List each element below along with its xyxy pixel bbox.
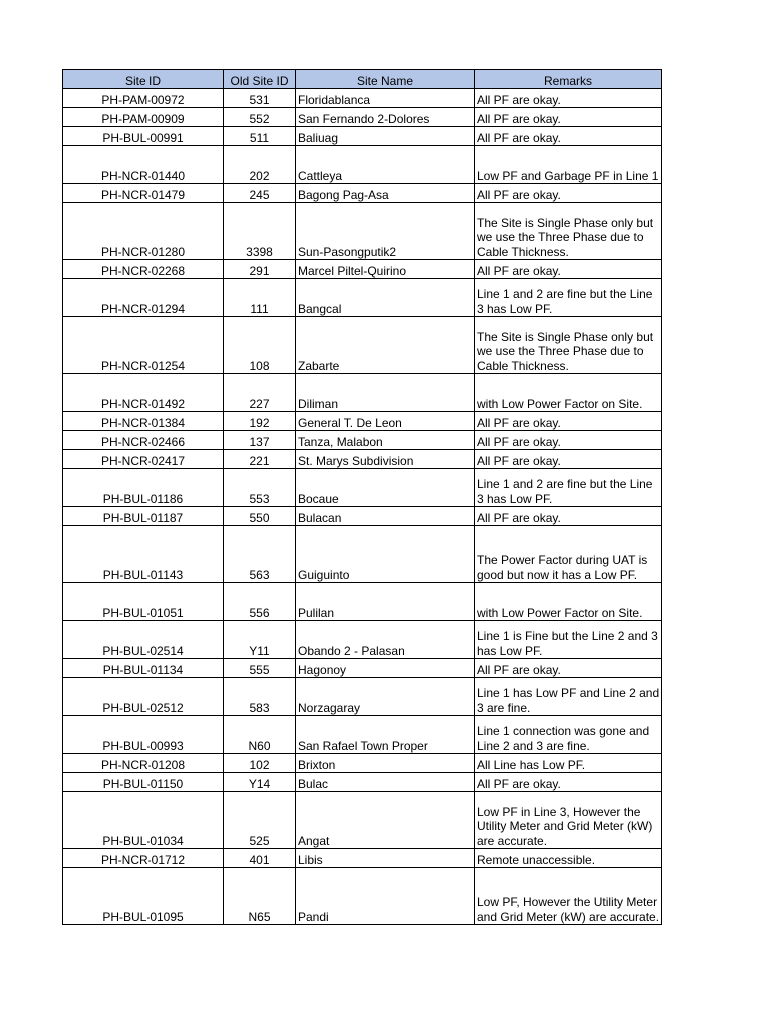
cell-old-site-id: 552: [224, 108, 296, 127]
cell-site-name: Brixton: [296, 754, 475, 773]
cell-remarks: All PF are okay.: [475, 412, 662, 431]
cell-site-name: Norzagaray: [296, 678, 475, 716]
table-row: [63, 412, 662, 431]
table-row: [63, 203, 662, 260]
cell-site-name: Zabarte: [296, 317, 475, 374]
cell-site-id: PH-NCR-02268: [63, 260, 224, 279]
site-remarks-table: [62, 69, 662, 925]
cell-old-site-id: N60: [224, 716, 296, 754]
cell-site-id: PH-BUL-00991: [63, 127, 224, 146]
cell-old-site-id: Y14: [224, 773, 296, 792]
cell-remarks: Line 1 and 2 are fine but the Line 3 has Low PF.: [475, 279, 662, 317]
cell-site-id: PH-NCR-02466: [63, 431, 224, 450]
cell-old-site-id: 227: [224, 374, 296, 412]
cell-old-site-id: 192: [224, 412, 296, 431]
cell-remarks: All PF are okay.: [475, 108, 662, 127]
table-row: [63, 716, 662, 754]
cell-old-site-id: 291: [224, 260, 296, 279]
table-row: [63, 849, 662, 868]
cell-site-id: PH-NCR-01492: [63, 374, 224, 412]
cell-old-site-id: 531: [224, 89, 296, 108]
cell-remarks: The Power Factor during UAT is good but now it has a Low PF.: [475, 526, 662, 583]
cell-site-id: PH-NCR-01208: [63, 754, 224, 773]
cell-site-id: PH-BUL-02514: [63, 621, 224, 659]
cell-remarks: All PF are okay.: [475, 184, 662, 203]
table-row: [63, 659, 662, 678]
cell-site-id: PH-PAM-00972: [63, 89, 224, 108]
cell-remarks: The Site is Single Phase only but we use the Three Phase due to Cable Thickness.: [475, 317, 662, 374]
cell-old-site-id: 563: [224, 526, 296, 583]
cell-remarks: All PF are okay.: [475, 431, 662, 450]
table-row: [63, 678, 662, 716]
cell-site-name: General T. De Leon: [296, 412, 475, 431]
cell-old-site-id: 525: [224, 792, 296, 849]
cell-remarks: Line 1 is Fine but the Line 2 and 3 has Low PF.: [475, 621, 662, 659]
table-body: [63, 89, 662, 925]
cell-site-id: PH-BUL-01095: [63, 868, 224, 925]
table-row: [63, 754, 662, 773]
cell-old-site-id: Y11: [224, 621, 296, 659]
cell-remarks: with Low Power Factor on Site.: [475, 374, 662, 412]
cell-site-id: PH-PAM-00909: [63, 108, 224, 127]
cell-remarks: Line 1 has Low PF and Line 2 and 3 are fine.: [475, 678, 662, 716]
cell-site-name: Bangcal: [296, 279, 475, 317]
table-row: [63, 260, 662, 279]
cell-old-site-id: 108: [224, 317, 296, 374]
cell-site-id: PH-NCR-01254: [63, 317, 224, 374]
cell-remarks: All PF are okay.: [475, 659, 662, 678]
cell-old-site-id: 583: [224, 678, 296, 716]
cell-old-site-id: N65: [224, 868, 296, 925]
cell-site-name: Bocaue: [296, 469, 475, 507]
header-old-site-id: Old Site ID: [224, 70, 296, 89]
cell-site-name: San Fernando 2-Dolores: [296, 108, 475, 127]
table-row: [63, 127, 662, 146]
cell-site-id: PH-BUL-01186: [63, 469, 224, 507]
cell-remarks: All PF are okay.: [475, 127, 662, 146]
cell-remarks: Remote unaccessible.: [475, 849, 662, 868]
table-row: [63, 279, 662, 317]
cell-remarks: Line 1 connection was gone and Line 2 and 3 are fine.: [475, 716, 662, 754]
cell-site-id: PH-BUL-00993: [63, 716, 224, 754]
cell-old-site-id: 555: [224, 659, 296, 678]
cell-site-name: Floridablanca: [296, 89, 475, 108]
cell-old-site-id: 401: [224, 849, 296, 868]
table-row: [63, 526, 662, 583]
cell-site-id: PH-NCR-01712: [63, 849, 224, 868]
cell-remarks: Low PF, However the Utility Meter and Grid Meter (kW) are accurate.: [475, 868, 662, 925]
table-row: [63, 184, 662, 203]
cell-site-name: Cattleya: [296, 146, 475, 184]
cell-site-name: Pulilan: [296, 583, 475, 621]
table-row: [63, 792, 662, 849]
cell-remarks: All PF are okay.: [475, 450, 662, 469]
cell-site-name: San Rafael Town Proper: [296, 716, 475, 754]
cell-site-name: Angat: [296, 792, 475, 849]
cell-site-name: Bulac: [296, 773, 475, 792]
header-row: [63, 70, 662, 89]
cell-site-name: Libis: [296, 849, 475, 868]
header-site-name: Site Name: [296, 70, 475, 89]
cell-remarks: Low PF in Line 3, However the Utility Meter and Grid Meter (kW) are accurate.: [475, 792, 662, 849]
table-row: [63, 108, 662, 127]
table-row: [63, 507, 662, 526]
cell-site-name: Bulacan: [296, 507, 475, 526]
cell-site-id: PH-BUL-01134: [63, 659, 224, 678]
cell-remarks: All PF are okay.: [475, 89, 662, 108]
cell-site-id: PH-NCR-01440: [63, 146, 224, 184]
cell-site-name: Baliuag: [296, 127, 475, 146]
table-row: [63, 317, 662, 374]
cell-remarks: Line 1 and 2 are fine but the Line 3 has Low PF.: [475, 469, 662, 507]
cell-site-id: PH-BUL-01150: [63, 773, 224, 792]
cell-site-name: Diliman: [296, 374, 475, 412]
cell-old-site-id: 245: [224, 184, 296, 203]
cell-old-site-id: 511: [224, 127, 296, 146]
cell-site-name: Tanza, Malabon: [296, 431, 475, 450]
cell-site-id: PH-NCR-02417: [63, 450, 224, 469]
cell-old-site-id: 550: [224, 507, 296, 526]
cell-site-name: Hagonoy: [296, 659, 475, 678]
cell-old-site-id: 102: [224, 754, 296, 773]
cell-old-site-id: 553: [224, 469, 296, 507]
cell-old-site-id: 111: [224, 279, 296, 317]
cell-site-id: PH-BUL-01051: [63, 583, 224, 621]
cell-site-name: Sun-Pasongputik2: [296, 203, 475, 260]
table-row: [63, 469, 662, 507]
table-row: [63, 583, 662, 621]
cell-site-id: PH-BUL-01143: [63, 526, 224, 583]
table-row: [63, 431, 662, 450]
cell-site-id: PH-NCR-01479: [63, 184, 224, 203]
cell-remarks: Low PF and Garbage PF in Line 1: [475, 146, 662, 184]
table-row: [63, 374, 662, 412]
cell-site-name: Bagong Pag-Asa: [296, 184, 475, 203]
cell-site-id: PH-BUL-02512: [63, 678, 224, 716]
cell-site-name: Obando 2 - Palasan: [296, 621, 475, 659]
table-row: [63, 89, 662, 108]
cell-site-name: St. Marys Subdivision: [296, 450, 475, 469]
cell-old-site-id: 202: [224, 146, 296, 184]
cell-site-id: PH-BUL-01187: [63, 507, 224, 526]
cell-old-site-id: 556: [224, 583, 296, 621]
table-row: [63, 450, 662, 469]
cell-remarks: All Line has Low PF.: [475, 754, 662, 773]
table-row: [63, 146, 662, 184]
header-site-id: Site ID: [63, 70, 224, 89]
cell-site-name: Pandi: [296, 868, 475, 925]
header-remarks: Remarks: [475, 70, 662, 89]
cell-site-id: PH-NCR-01280: [63, 203, 224, 260]
cell-remarks: with Low Power Factor on Site.: [475, 583, 662, 621]
table-row: [63, 621, 662, 659]
cell-site-name: Guiguinto: [296, 526, 475, 583]
cell-site-id: PH-NCR-01294: [63, 279, 224, 317]
table-row: [63, 773, 662, 792]
cell-remarks: All PF are okay.: [475, 260, 662, 279]
cell-remarks: All PF are okay.: [475, 773, 662, 792]
cell-site-id: PH-NCR-01384: [63, 412, 224, 431]
cell-old-site-id: 137: [224, 431, 296, 450]
cell-old-site-id: 3398: [224, 203, 296, 260]
cell-old-site-id: 221: [224, 450, 296, 469]
table-row: [63, 868, 662, 925]
cell-site-name: Marcel Piltel-Quirino: [296, 260, 475, 279]
cell-site-id: PH-BUL-01034: [63, 792, 224, 849]
cell-remarks: The Site is Single Phase only but we use the Three Phase due to Cable Thickness.: [475, 203, 662, 260]
cell-remarks: All PF are okay.: [475, 507, 662, 526]
